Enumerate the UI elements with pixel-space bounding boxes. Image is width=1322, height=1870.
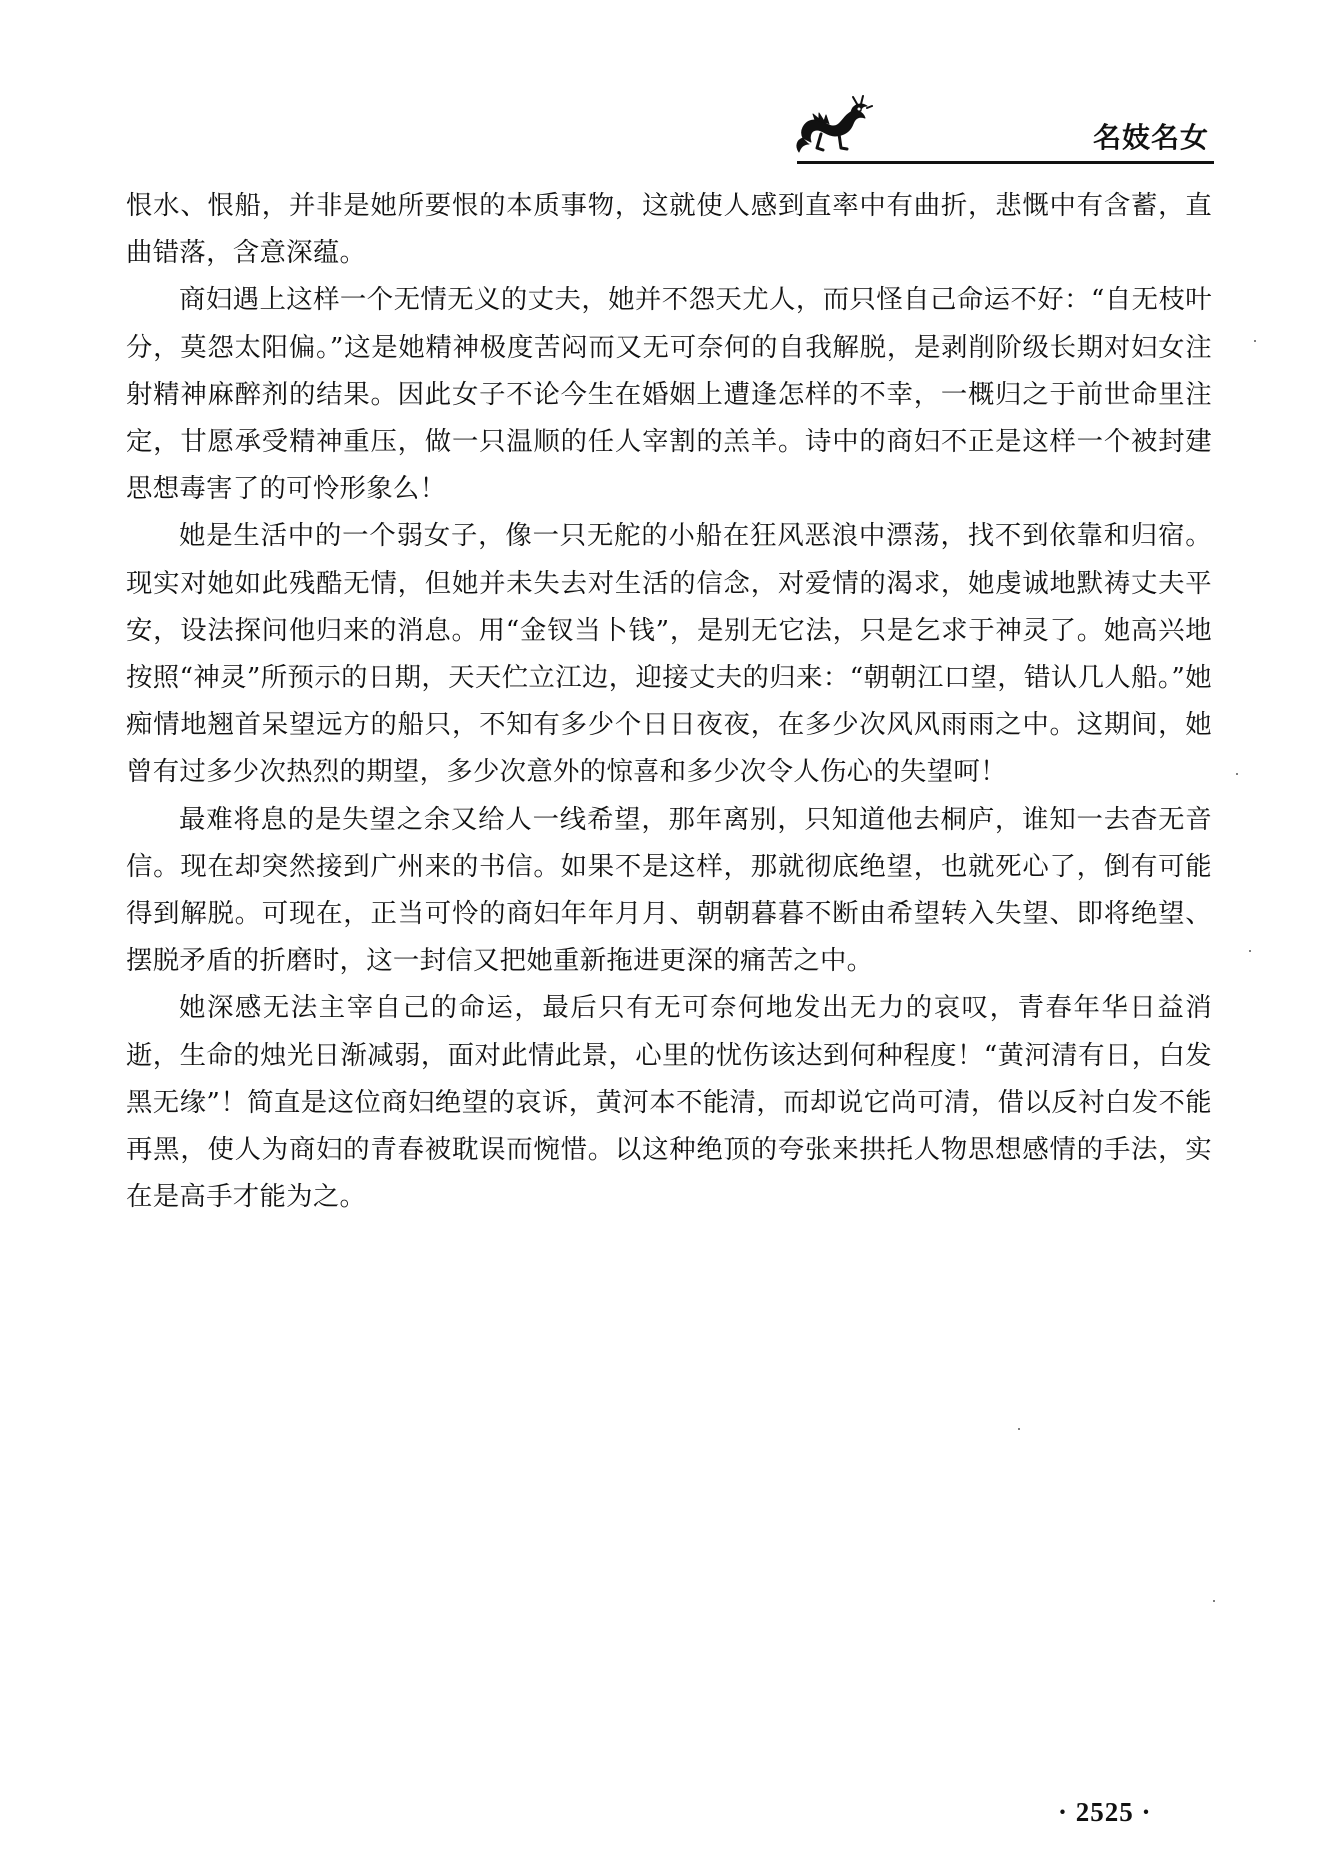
paragraph-3: 她是生活中的一个弱女子，像一只无舵的小船在狂风恶浪中漂荡，找不到依靠和归宿。现实对她如此残酷无情，但她并未失去对生活的信念，对爱情的渴求，她虔诚地默祷丈夫平安，设法探问他归来的消息。用“金钗当卜钱”，是别无它法，只是乞求于神灵了。她高兴地按照“神灵”所预示的日期，天天伫立江边，迎接丈夫的归来：“朝朝江口望，错认几人船。”她痴情地翘首呆望远方的船只，不知有多少个日日夜夜，在多少次风风雨雨之中。这期间，她曾有过多少次热烈的期望，多少次意外的惊喜和多少次令人伤心的失望呵！ (126, 520, 1212, 788)
paragraph-5: 她深感无法主宰自己的命运，最后只有无可奈何地发出无力的哀叹，青春年华日益消逝，生命的烛光日渐减弱，面对此情此景，心里的忧伤该达到何种程度！“黄河清有日，白发黑无缘”！简直是这位商妇绝望的哀诉，黄河本不能清，而却说它尚可清，借以反衬白发不能再黑，使人为商妇的青春被耽误而惋惜。以这种绝顶的夸张来拱托人物思想感情的手法，实在是高手才能为之。 (126, 992, 1212, 1213)
header-divider (797, 161, 1214, 164)
scan-speck (1236, 773, 1238, 775)
paragraph-2: 商妇遇上这样一个无情无义的丈夫，她并不怨天尤人，而只怪自己命运不好：“自无枝叶分，莫怨太阳偏。”这是她精神极度苦闷而又无可奈何的自我解脱，是剥削阶级长期对妇女注射精神麻醉剂的结果。因此女子不论今生在婚姻上遭逢怎样的不幸，一概归之于前世命里注定，甘愿承受精神重压，做一只温顺的任人宰割的羔羊。诗中的商妇不正是这样一个被封建思想毒害了的可怜形象么！ (126, 284, 1212, 505)
scan-speck (1213, 1600, 1215, 1602)
paragraph-4: 最难将息的是失望之余又给人一线希望，那年离别，只知道他去桐庐，谁知一去杳无音信。现在却突然接到广州来的书信。如果不是这样，那就彻底绝望，也就死心了，倒有可能得到解脱。可现在，正当可怜的商妇年年月月、朝朝暮暮不断由希望转入失望、即将绝望、摆脱矛盾的折磨时，这一封信又把她重新拖进更深的痛苦之中。 (126, 803, 1212, 977)
paragraph-1: 恨水、恨船，并非是她所要恨的本质事物，这就使人感到直率中有曲折，悲慨中有含蓄，直曲错落，含意深蕴。 (126, 190, 1212, 269)
section-title: 名妓名女 (1092, 121, 1209, 154)
article-body (126, 182, 1212, 1220)
running-header (793, 92, 1213, 162)
scan-speck (1018, 1428, 1020, 1430)
dragon-emblem-icon (793, 94, 873, 158)
scan-speck (1249, 950, 1251, 952)
scan-speck (1254, 340, 1256, 342)
page-number: · 2525 · (1058, 1797, 1152, 1827)
